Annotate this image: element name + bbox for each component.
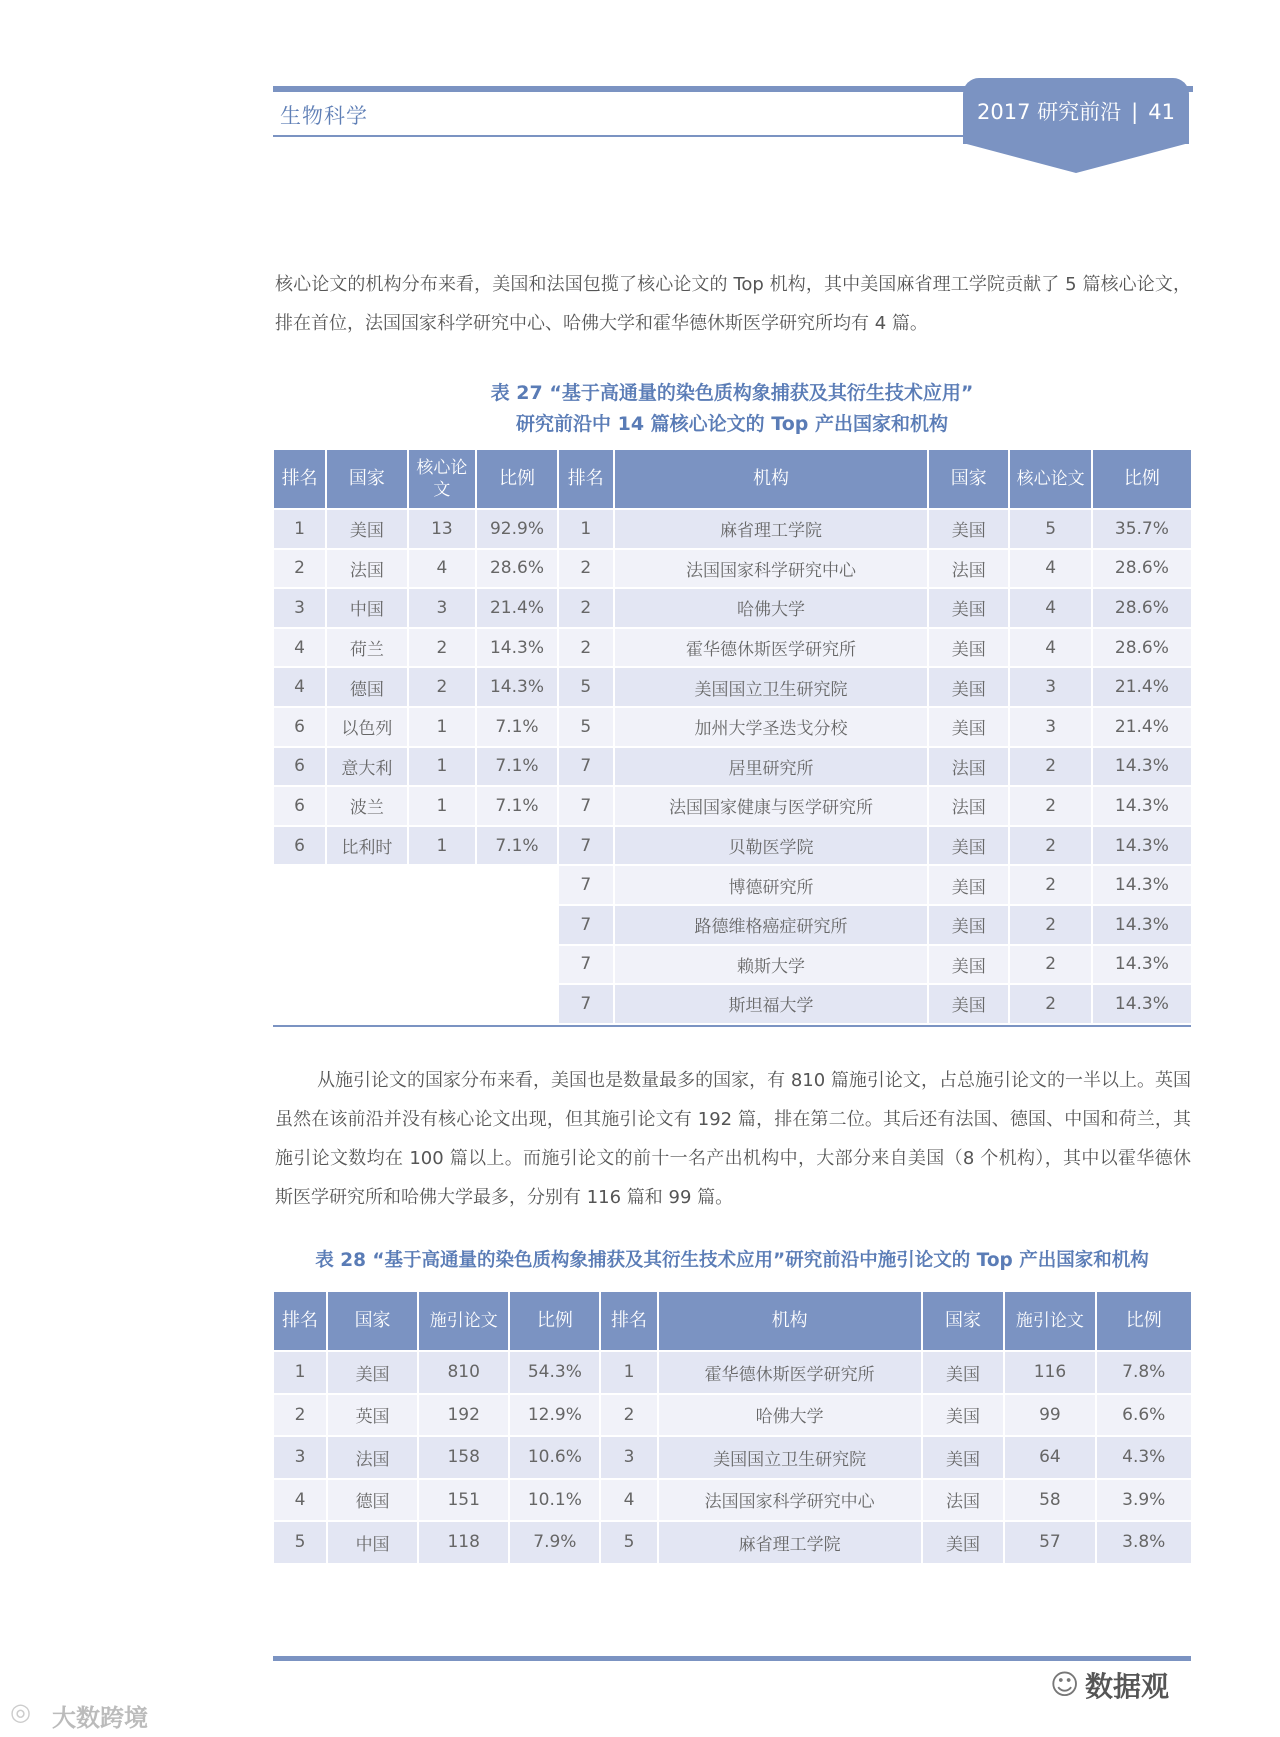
column-header: 机构 [659, 1292, 921, 1350]
wechat-icon: ☺ [1050, 1668, 1080, 1701]
institution-cell: 麻省理工学院 [659, 1522, 921, 1563]
institution-cell: 21.4% [1093, 708, 1191, 746]
table-row [274, 827, 1191, 865]
country-cell: 6 [274, 827, 325, 865]
institution-cell: 28.6% [1093, 550, 1191, 588]
institution-cell: 64 [1005, 1437, 1094, 1478]
institution-cell: 霍华德休斯医学研究所 [659, 1352, 921, 1393]
country-cell: 810 [419, 1352, 508, 1393]
institution-cell: 14.3% [1093, 906, 1191, 944]
country-cell: 法国 [327, 550, 406, 588]
institution-cell: 麻省理工学院 [615, 510, 927, 548]
institution-cell: 4 [601, 1480, 656, 1521]
country-cell: 3 [274, 589, 325, 627]
table-row [274, 629, 1191, 667]
institution-cell: 14.3% [1093, 946, 1191, 984]
country-cell: 118 [419, 1522, 508, 1563]
institution-cell: 3 [1010, 708, 1090, 746]
institution-cell: 2 [559, 550, 613, 588]
header-underline [273, 135, 973, 137]
empty-cell [274, 985, 325, 1023]
watermark-left: 大数跨境 [52, 1704, 148, 1732]
table-row [274, 708, 1191, 746]
table27-bottom-rule [273, 1025, 1191, 1027]
country-cell: 1 [409, 787, 476, 825]
institution-cell: 57 [1005, 1522, 1094, 1563]
country-cell: 1 [274, 1352, 326, 1393]
table-row [274, 985, 1191, 1023]
table28 [272, 1290, 1193, 1565]
country-cell: 德国 [328, 1480, 417, 1521]
table28-body [274, 1352, 1191, 1563]
institution-cell: 7.8% [1097, 1352, 1192, 1393]
country-cell: 4 [274, 668, 325, 706]
country-cell: 54.3% [510, 1352, 599, 1393]
institution-cell: 美国 [929, 946, 1008, 984]
country-cell: 法国 [328, 1437, 417, 1478]
institution-cell: 美国 [923, 1522, 1004, 1563]
column-header: 核心论文 [1010, 450, 1090, 508]
column-header: 施引论文 [1005, 1292, 1094, 1350]
country-cell: 5 [274, 1522, 326, 1563]
institution-cell: 28.6% [1093, 629, 1191, 667]
country-cell: 28.6% [477, 550, 556, 588]
country-cell: 美国 [327, 510, 406, 548]
institution-cell: 居里研究所 [615, 748, 927, 786]
empty-cell [327, 946, 406, 984]
institution-cell: 法国国家科学研究中心 [615, 550, 927, 588]
country-cell: 10.1% [510, 1480, 599, 1521]
institution-cell: 博德研究所 [615, 866, 927, 904]
institution-cell: 美国 [929, 827, 1008, 865]
country-cell: 中国 [328, 1522, 417, 1563]
page-number: 41 [1148, 100, 1175, 124]
institution-cell: 2 [1010, 827, 1090, 865]
country-cell: 1 [409, 827, 476, 865]
institution-cell: 2 [1010, 985, 1090, 1023]
institution-cell: 5 [559, 708, 613, 746]
table-row [274, 550, 1191, 588]
institution-cell: 斯坦福大学 [615, 985, 927, 1023]
country-cell: 14.3% [477, 668, 556, 706]
institution-cell: 加州大学圣迭戈分校 [615, 708, 927, 746]
empty-cell [274, 946, 325, 984]
country-cell: 6 [274, 708, 325, 746]
institution-cell: 美国国立卫生研究院 [615, 668, 927, 706]
country-cell: 7.1% [477, 748, 556, 786]
country-cell: 92.9% [477, 510, 556, 548]
country-cell: 4 [274, 1480, 326, 1521]
institution-cell: 3 [601, 1437, 656, 1478]
column-header: 排名 [274, 450, 325, 508]
institution-cell: 美国 [923, 1395, 1004, 1436]
country-cell: 以色列 [327, 708, 406, 746]
column-header: 比例 [477, 450, 556, 508]
institution-cell: 3.8% [1097, 1522, 1192, 1563]
institution-cell: 116 [1005, 1352, 1094, 1393]
institution-cell: 2 [559, 589, 613, 627]
column-header: 国家 [327, 450, 406, 508]
country-cell: 荷兰 [327, 629, 406, 667]
institution-cell: 99 [1005, 1395, 1094, 1436]
institution-cell: 4.3% [1097, 1437, 1192, 1478]
country-cell: 7.1% [477, 787, 556, 825]
table27-caption-line2: 研究前沿中 14 篇核心论文的 Top 产出国家和机构 [516, 413, 948, 435]
table27-caption-line1: 表 27 “基于高通量的染色质构象捕获及其衍生技术应用” [490, 382, 974, 404]
country-cell: 2 [409, 668, 476, 706]
institution-cell: 1 [559, 510, 613, 548]
page-tab-tail [963, 143, 1189, 173]
institution-cell: 法国 [929, 550, 1008, 588]
institution-cell: 法国 [929, 748, 1008, 786]
country-cell: 比利时 [327, 827, 406, 865]
institution-cell: 3.9% [1097, 1480, 1192, 1521]
institution-cell: 美国 [929, 629, 1008, 667]
table-row [274, 1480, 1191, 1521]
institution-cell: 2 [1010, 787, 1090, 825]
table-row [274, 589, 1191, 627]
institution-cell: 14.3% [1093, 787, 1191, 825]
institution-cell: 7 [559, 946, 613, 984]
institution-cell: 哈佛大学 [615, 589, 927, 627]
section-title: 生物科学 [280, 104, 368, 128]
paragraph-institutions: 核心论文的机构分布来看，美国和法国包揽了核心论文的 Top 机构，其中美国麻省理工学院贡献了 5 篇核心论文，排在首位，法国国家科学研究中心、哈佛大学和霍华德休斯医学研究所均有 4 篇。 [275, 274, 1191, 334]
country-cell: 6 [274, 787, 325, 825]
table-row [274, 1352, 1191, 1393]
table-row [274, 748, 1191, 786]
empty-cell [477, 906, 556, 944]
institution-cell: 14.3% [1093, 748, 1191, 786]
watermark-right: 数据观 [1085, 1670, 1170, 1703]
column-header: 机构 [615, 450, 927, 508]
institution-cell: 4 [1010, 629, 1090, 667]
institution-cell: 7 [559, 985, 613, 1023]
institution-cell: 28.6% [1093, 589, 1191, 627]
country-cell: 13 [409, 510, 476, 548]
country-cell: 德国 [327, 668, 406, 706]
table27-body [274, 510, 1191, 1023]
institution-cell: 法国 [923, 1480, 1004, 1521]
country-cell: 意大利 [327, 748, 406, 786]
institution-cell: 2 [1010, 748, 1090, 786]
institution-cell: 美国 [923, 1352, 1004, 1393]
institution-cell: 2 [559, 629, 613, 667]
institution-cell: 美国 [923, 1437, 1004, 1478]
institution-cell: 2 [601, 1395, 656, 1436]
empty-cell [409, 946, 476, 984]
column-header: 比例 [1093, 450, 1191, 508]
institution-cell: 14.3% [1093, 985, 1191, 1023]
country-cell: 7.9% [510, 1522, 599, 1563]
institution-cell: 1 [601, 1352, 656, 1393]
country-cell: 7.1% [477, 708, 556, 746]
institution-cell: 美国 [929, 510, 1008, 548]
institution-cell: 美国 [929, 708, 1008, 746]
institution-cell: 7 [559, 827, 613, 865]
column-header: 比例 [1097, 1292, 1192, 1350]
table27-header-row [274, 450, 1191, 508]
institution-cell: 7 [559, 787, 613, 825]
column-header: 国家 [923, 1292, 1004, 1350]
institution-cell: 贝勒医学院 [615, 827, 927, 865]
empty-cell [477, 985, 556, 1023]
country-cell: 英国 [328, 1395, 417, 1436]
country-cell: 中国 [327, 589, 406, 627]
country-cell: 波兰 [327, 787, 406, 825]
country-cell: 6 [274, 748, 325, 786]
column-header: 施引论文 [419, 1292, 508, 1350]
table-row [274, 787, 1191, 825]
column-header: 排名 [559, 450, 613, 508]
table-row [274, 1395, 1191, 1436]
empty-cell [327, 906, 406, 944]
institution-cell: 14.3% [1093, 827, 1191, 865]
column-header: 国家 [328, 1292, 417, 1350]
empty-cell [409, 985, 476, 1023]
table-row [274, 510, 1191, 548]
country-cell: 2 [274, 550, 325, 588]
institution-cell: 7 [559, 748, 613, 786]
country-cell: 158 [419, 1437, 508, 1478]
institution-cell: 21.4% [1093, 668, 1191, 706]
institution-cell: 霍华德休斯医学研究所 [615, 629, 927, 667]
table-row [274, 668, 1191, 706]
empty-cell [274, 866, 325, 904]
table27-caption [273, 378, 1191, 440]
country-cell: 1 [409, 748, 476, 786]
country-cell: 4 [409, 550, 476, 588]
empty-cell [274, 906, 325, 944]
institution-cell: 5 [1010, 510, 1090, 548]
country-cell: 4 [274, 629, 325, 667]
institution-cell: 美国 [929, 866, 1008, 904]
table-row [274, 866, 1191, 904]
table-row [274, 1522, 1191, 1563]
column-header: 排名 [601, 1292, 656, 1350]
institution-cell: 2 [1010, 946, 1090, 984]
institution-cell: 法国国家健康与医学研究所 [615, 787, 927, 825]
table27 [272, 448, 1193, 1025]
column-header: 核心论文 [409, 450, 476, 508]
column-header: 国家 [929, 450, 1008, 508]
country-cell: 2 [274, 1395, 326, 1436]
institution-cell: 路德维格癌症研究所 [615, 906, 927, 944]
country-cell: 192 [419, 1395, 508, 1436]
country-cell: 3 [409, 589, 476, 627]
empty-cell [477, 866, 556, 904]
empty-cell [327, 985, 406, 1023]
logo-icon: ◎ [10, 1698, 31, 1726]
institution-cell: 35.7% [1093, 510, 1191, 548]
table-row [274, 1437, 1191, 1478]
country-cell: 1 [409, 708, 476, 746]
empty-cell [409, 866, 476, 904]
institution-cell: 3 [1010, 668, 1090, 706]
country-cell: 21.4% [477, 589, 556, 627]
table28-header-row [274, 1292, 1191, 1350]
institution-cell: 赖斯大学 [615, 946, 927, 984]
institution-cell: 7 [559, 866, 613, 904]
institution-cell: 美国 [929, 985, 1008, 1023]
paragraph-citing: 从施引论文的国家分布来看，美国也是数量最多的国家，有 810 篇施引论文，占总施引论文的一半以上。英国虽然在该前沿并没有核心论文出现，但其施引论文有 192 篇，排在第二位。其后还有法国、德国、中国和荷兰，其施引论文数均在 100 篇以上。而施引论文的前十一名产出机构中，大部分来自美国（8 个机构），其中以霍华德休斯医学研究所和哈佛大学最多，分别有 116 篇和 99 篇。 [275, 1070, 1191, 1208]
country-cell: 151 [419, 1480, 508, 1521]
country-cell: 3 [274, 1437, 326, 1478]
institution-cell: 2 [1010, 866, 1090, 904]
country-cell: 1 [274, 510, 325, 548]
page-tab-label [963, 96, 1189, 126]
column-header: 比例 [510, 1292, 599, 1350]
institution-cell: 哈佛大学 [659, 1395, 921, 1436]
institution-cell: 美国国立卫生研究院 [659, 1437, 921, 1478]
institution-cell: 法国 [929, 787, 1008, 825]
institution-cell: 4 [1010, 550, 1090, 588]
country-cell: 美国 [328, 1352, 417, 1393]
header-separator: | [1131, 100, 1139, 124]
institution-cell: 14.3% [1093, 866, 1191, 904]
empty-cell [409, 906, 476, 944]
country-cell: 14.3% [477, 629, 556, 667]
report-title: 2017 研究前沿 [977, 100, 1122, 124]
institution-cell: 4 [1010, 589, 1090, 627]
institution-cell: 法国国家科学研究中心 [659, 1480, 921, 1521]
table28-caption: 表 28 “基于高通量的染色质构象捕获及其衍生技术应用”研究前沿中施引论文的 Top 产出国家和机构 [315, 1250, 1149, 1271]
institution-cell: 美国 [929, 589, 1008, 627]
country-cell: 2 [409, 629, 476, 667]
table-row [274, 906, 1191, 944]
institution-cell: 美国 [929, 668, 1008, 706]
footer-rule [273, 1656, 1191, 1661]
country-cell: 7.1% [477, 827, 556, 865]
institution-cell: 5 [559, 668, 613, 706]
institution-cell: 5 [601, 1522, 656, 1563]
institution-cell: 2 [1010, 906, 1090, 944]
country-cell: 10.6% [510, 1437, 599, 1478]
institution-cell: 7 [559, 906, 613, 944]
column-header: 排名 [274, 1292, 326, 1350]
institution-cell: 美国 [929, 906, 1008, 944]
empty-cell [327, 866, 406, 904]
table-row [274, 946, 1191, 984]
empty-cell [477, 946, 556, 984]
institution-cell: 58 [1005, 1480, 1094, 1521]
country-cell: 12.9% [510, 1395, 599, 1436]
institution-cell: 6.6% [1097, 1395, 1192, 1436]
